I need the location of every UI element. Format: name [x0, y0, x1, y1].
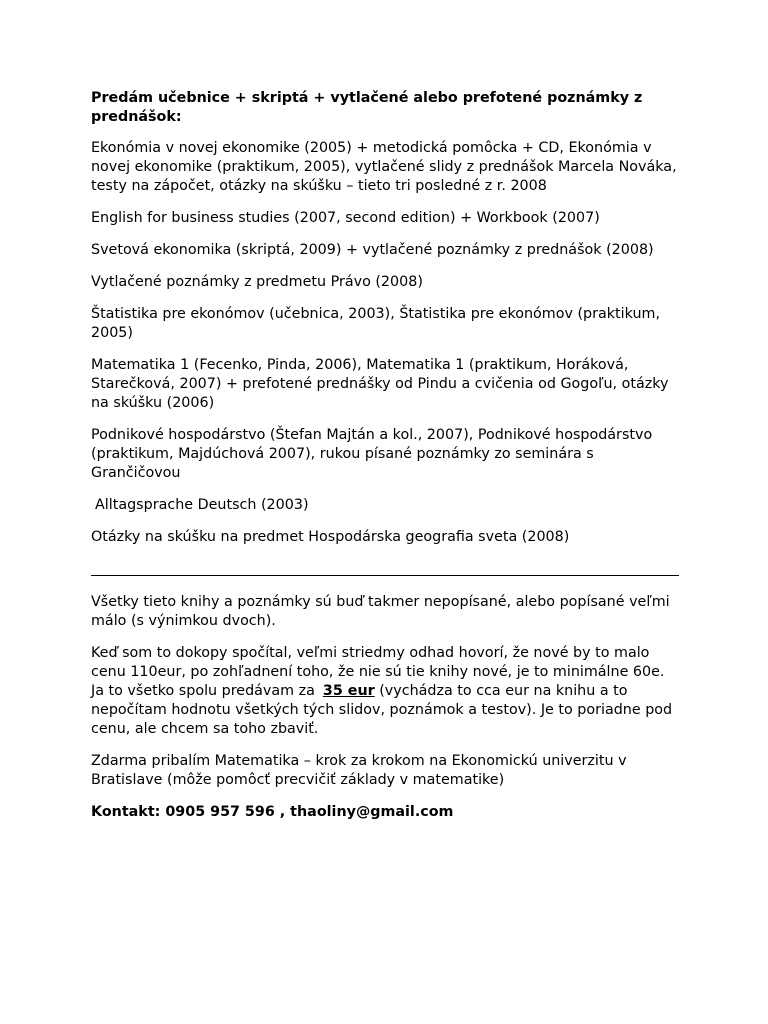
condition-paragraph: Všetky tieto knihy a poznámky sú buď takmer nepopísané, alebo popísané veľmi málo (s výnimkou dvoch).	[91, 594, 670, 629]
pricing-paragraph	[91, 644, 679, 739]
contact-line: Kontakt: 0905 957 596 , thaoliny@gmail.com	[91, 804, 454, 820]
list-item-german: Alltagsprache Deutsch (2003)	[95, 497, 309, 513]
list-item-mathematics: Matematika 1 (Fecenko, Pinda, 2006), Matematika 1 (praktikum, Horáková, Starečková, 2007) + prefotené prednášky od Pindu a cvičenia od Gogoľu, otázky na skúšku (2006)	[91, 357, 669, 411]
bonus-paragraph: Zdarma pribalím Matematika – krok za krokom na Ekonomickú univerzitu v Bratislave (môže pomôcť precvičiť základy v matematike)	[91, 753, 627, 788]
pricing-outro: (vychádza to cca eur na knihu a to nepočítam hodnotu všetkých tých slidov, poznámok a testov). Je to poriadne pod cenu, ale chcem sa toho zbaviť.	[91, 683, 673, 737]
document-page	[91, 89, 679, 835]
pricing-intro: Keď som to dokopy spočítal, veľmi striedmy odhad hovorí, že nové by to malo cenu 110eur, po zohľadnení toho, že nie sú tie knihy nové, je to minimálne 60e. Ja to všetko spolu predávam za	[91, 645, 665, 699]
list-item-business-economics: Podnikové hospodárstvo (Štefan Majtán a kol., 2007), Podnikové hospodárstvo (praktikum, Majdúchová 2007), rukou písané poznámky zo seminára s Grančičovou	[91, 427, 653, 481]
list-item-statistics: Štatistika pre ekonómov (učebnica, 2003), Štatistika pre ekonómov (praktikum, 2005)	[91, 306, 661, 341]
list-item-world-economy: Svetová ekonomika (skriptá, 2009) + vytlačené poznámky z prednášok (2008)	[91, 242, 654, 258]
list-item-law: Vytlačené poznámky z predmetu Právo (2008)	[91, 274, 423, 290]
list-item-geography: Otázky na skúšku na predmet Hospodárska geografia sveta (2008)	[91, 529, 570, 545]
separator-line	[91, 560, 679, 579]
ad-title: Predám učebnice + skriptá + vytlačené alebo prefotené poznámky z prednášok:	[91, 90, 643, 125]
list-item-english: English for business studies (2007, second edition) + Workbook (2007)	[91, 210, 600, 226]
separator-rule	[91, 575, 679, 576]
price-value: 35 eur	[322, 683, 375, 699]
list-item-economics: Ekonómia v novej ekonomike (2005) + metodická pomôcka + CD, Ekonómia v novej ekonomike (praktikum, 2005), vytlačené slidy z prednášok Marcela Nováka, testy na zápočet, otázky na skúšku – tieto tri posledné z r. 2008	[91, 140, 677, 194]
